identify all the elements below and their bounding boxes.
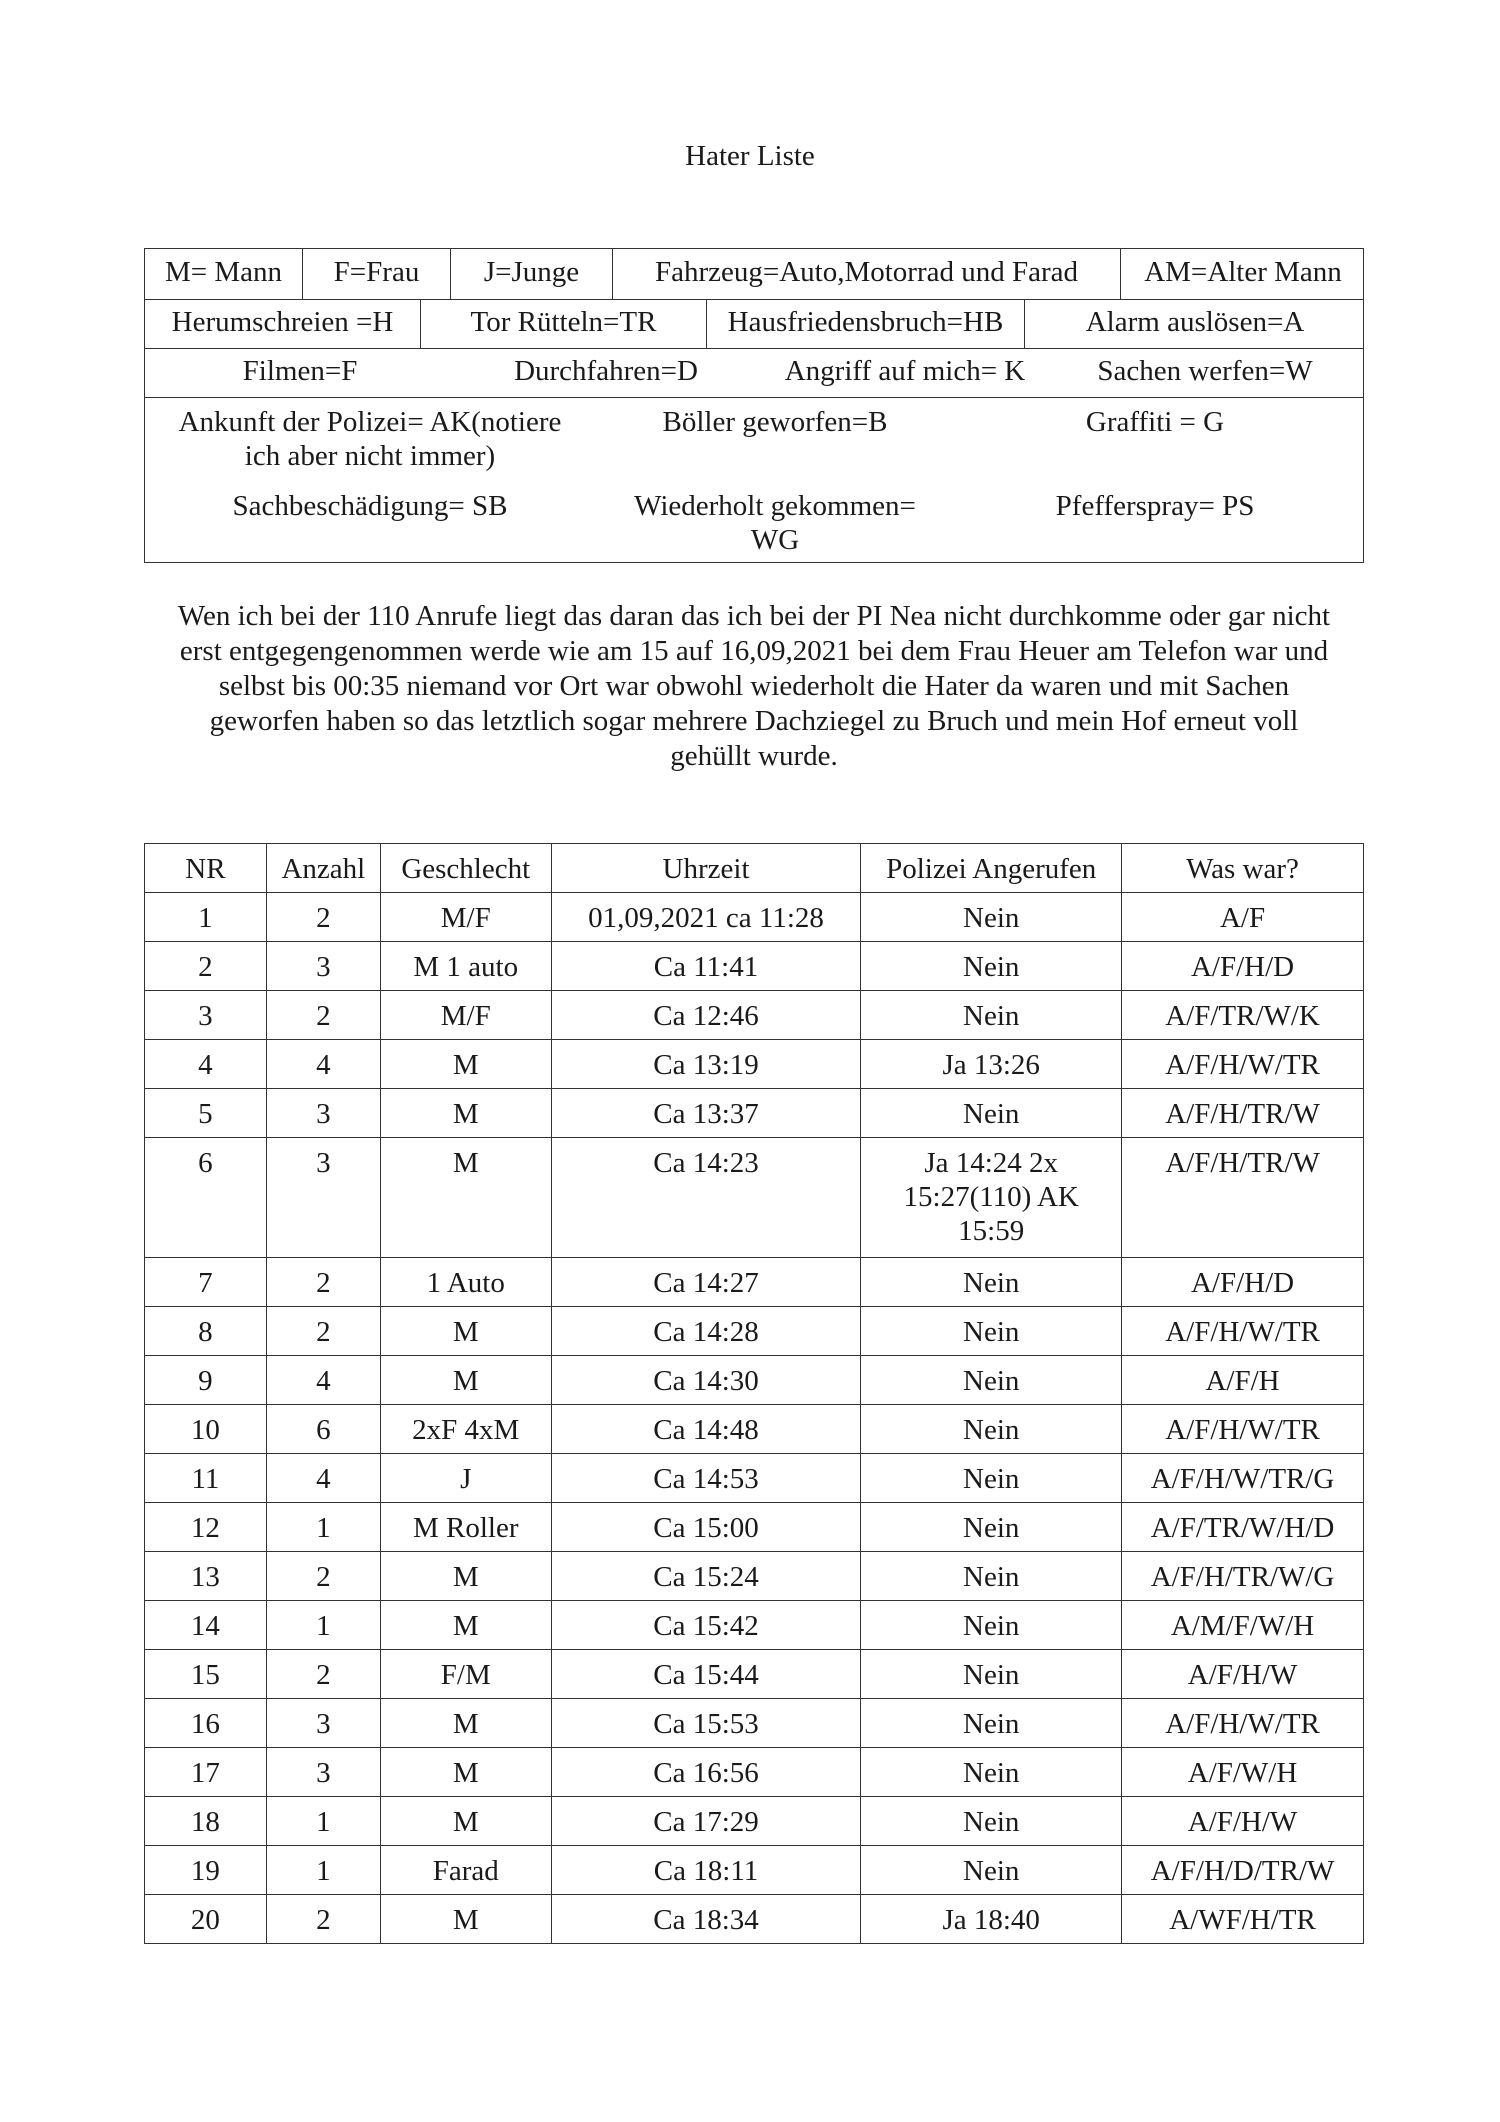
legend-item-boeller: Böller geworfen=B xyxy=(662,406,888,438)
table-row xyxy=(145,1748,1364,1797)
table-cell: M xyxy=(380,1138,551,1258)
table-cell: 2 xyxy=(266,1650,380,1699)
legend-text-line: ich aber nicht immer) xyxy=(244,440,496,472)
table-cell: M xyxy=(380,1040,551,1089)
legend-item: Fahrzeug=Auto,Motorrad und Farad xyxy=(612,249,1120,299)
paragraph-line: erst entgegengenommen werde wie am 15 auf 16,09,2021 bei dem Frau Heuer am Telefon war und xyxy=(179,635,1329,667)
table-cell: 1 xyxy=(266,1846,380,1895)
legend-item: Angriff auf mich= K xyxy=(784,355,1026,387)
table-cell: Ja 18:40 xyxy=(861,1895,1122,1944)
incident-table xyxy=(144,843,1364,1944)
table-cell: Nein xyxy=(861,1307,1122,1356)
table-cell: 18 xyxy=(145,1797,267,1846)
table-cell: 2 xyxy=(266,991,380,1040)
table-cell: 2 xyxy=(266,893,380,942)
table-cell: A/F/H/TR/W/G xyxy=(1122,1552,1364,1601)
table-cell: 2 xyxy=(266,1258,380,1307)
table-cell: Nein xyxy=(861,1089,1122,1138)
table-cell: 3 xyxy=(266,1699,380,1748)
table-cell: Ca 14:28 xyxy=(551,1307,861,1356)
table-cell: Ca 14:23 xyxy=(551,1138,861,1258)
table-cell: Ca 18:34 xyxy=(551,1895,861,1944)
table-cell: Farad xyxy=(380,1846,551,1895)
table-cell: M xyxy=(380,1307,551,1356)
table-cell: M xyxy=(380,1601,551,1650)
table-cell: 19 xyxy=(145,1846,267,1895)
legend-text-line: WG xyxy=(750,524,800,556)
table-cell: A/F/H/TR/W xyxy=(1122,1138,1364,1258)
table-cell: Ca 15:42 xyxy=(551,1601,861,1650)
column-header: Was war? xyxy=(1122,844,1364,893)
table-cell: M xyxy=(380,1552,551,1601)
table-row xyxy=(145,1138,1364,1258)
table-row xyxy=(145,1601,1364,1650)
table-cell: A/F/H/W/TR/G xyxy=(1122,1454,1364,1503)
table-cell: 7 xyxy=(145,1258,267,1307)
legend-item: Hausfriedensbruch=HB xyxy=(706,299,1024,348)
table-cell: A/F/H/TR/W xyxy=(1122,1089,1364,1138)
table-row xyxy=(145,942,1364,991)
legend-row-2 xyxy=(145,299,1363,349)
table-row xyxy=(145,991,1364,1040)
legend-row-1 xyxy=(145,249,1363,300)
legend-box xyxy=(144,248,1364,563)
table-cell: M xyxy=(380,1797,551,1846)
table-cell: Ja 13:26 xyxy=(861,1040,1122,1089)
table-cell: 16 xyxy=(145,1699,267,1748)
table-cell: A/F/H/D xyxy=(1122,1258,1364,1307)
legend-item: Sachen werfen=W xyxy=(1097,355,1313,387)
table-cell: Nein xyxy=(861,1258,1122,1307)
legend-item-sachbeschaedigung: Sachbeschädigung= SB xyxy=(232,490,508,522)
table-cell: Ca 15:44 xyxy=(551,1650,861,1699)
table-row xyxy=(145,1258,1364,1307)
table-cell: A/F/H/W/TR xyxy=(1122,1040,1364,1089)
table-cell: A/F/H/W xyxy=(1122,1650,1364,1699)
table-row xyxy=(145,1454,1364,1503)
table-cell: 3 xyxy=(266,1089,380,1138)
legend-item-graffiti: Graffiti = G xyxy=(1085,406,1225,438)
table-cell: M xyxy=(380,1699,551,1748)
table-cell: 3 xyxy=(145,991,267,1040)
table-cell: Ca 13:37 xyxy=(551,1089,861,1138)
table-row xyxy=(145,1895,1364,1944)
legend-item: Filmen=F xyxy=(242,355,358,387)
legend-item: Herumschreien =H xyxy=(171,306,394,338)
table-cell: Nein xyxy=(861,1552,1122,1601)
table-cell: A/F/TR/W/H/D xyxy=(1122,1503,1364,1552)
legend-item: Durchfahren=D xyxy=(514,355,698,387)
table-cell: 4 xyxy=(266,1040,380,1089)
table-cell: A/F xyxy=(1122,893,1364,942)
explanation-paragraph xyxy=(144,599,1364,774)
table-cell xyxy=(861,1138,1122,1258)
table-cell: A/WF/H/TR xyxy=(1122,1895,1364,1944)
table-cell: Ca 18:11 xyxy=(551,1846,861,1895)
table-cell: 1 xyxy=(145,893,267,942)
table-cell: Nein xyxy=(861,1748,1122,1797)
column-header: Anzahl xyxy=(266,844,380,893)
table-row xyxy=(145,1356,1364,1405)
table-cell: M xyxy=(380,1089,551,1138)
table-cell: 2 xyxy=(266,1895,380,1944)
table-cell: A/M/F/W/H xyxy=(1122,1601,1364,1650)
page-title: Hater Liste xyxy=(685,140,815,172)
table-cell: 6 xyxy=(145,1138,267,1258)
legend-row-4 xyxy=(145,397,1363,562)
table-cell: Ca 14:53 xyxy=(551,1454,861,1503)
table-row xyxy=(145,1797,1364,1846)
table-cell: Nein xyxy=(861,991,1122,1040)
table-cell: A/F/W/H xyxy=(1122,1748,1364,1797)
legend-item: Alarm auslösen=A xyxy=(1024,299,1365,348)
table-cell: Ca 14:27 xyxy=(551,1258,861,1307)
table-cell: 2 xyxy=(145,942,267,991)
table-cell: 8 xyxy=(145,1307,267,1356)
legend-item-wiederholt xyxy=(605,489,945,557)
table-cell: Nein xyxy=(861,1650,1122,1699)
table-cell: 2xF 4xM xyxy=(380,1405,551,1454)
table-cell: Nein xyxy=(861,893,1122,942)
column-header: Polizei Angerufen xyxy=(861,844,1122,893)
table-cell: M 1 auto xyxy=(380,942,551,991)
legend-item-pfefferspray: Pfefferspray= PS xyxy=(1055,490,1255,522)
table-cell: Ca 15:53 xyxy=(551,1699,861,1748)
table-cell: M/F xyxy=(380,991,551,1040)
table-row xyxy=(145,1650,1364,1699)
table-cell: A/F/H/W xyxy=(1122,1797,1364,1846)
paragraph-line: gehüllt wurde. xyxy=(670,740,838,772)
table-cell: Nein xyxy=(861,1601,1122,1650)
table-cell: M xyxy=(380,1895,551,1944)
table-cell: A/F/H/D xyxy=(1122,942,1364,991)
table-cell: A/F/TR/W/K xyxy=(1122,991,1364,1040)
table-cell: A/F/H/D/TR/W xyxy=(1122,1846,1364,1895)
table-row xyxy=(145,1405,1364,1454)
table-cell: 01,09,2021 ca 11:28 xyxy=(551,893,861,942)
table-cell: Nein xyxy=(861,1405,1122,1454)
table-cell: 1 xyxy=(266,1797,380,1846)
table-cell: 13 xyxy=(145,1552,267,1601)
table-cell: M/F xyxy=(380,893,551,942)
legend-text-line: Wiederholt gekommen= xyxy=(634,490,916,522)
table-cell: 15 xyxy=(145,1650,267,1699)
table-cell: 14 xyxy=(145,1601,267,1650)
table-cell: Nein xyxy=(861,1846,1122,1895)
table-cell: 17 xyxy=(145,1748,267,1797)
table-cell: 1 Auto xyxy=(380,1258,551,1307)
table-row xyxy=(145,1699,1364,1748)
table-row xyxy=(145,1040,1364,1089)
table-cell: M xyxy=(380,1748,551,1797)
table-cell: Ca 16:56 xyxy=(551,1748,861,1797)
table-cell: 4 xyxy=(266,1356,380,1405)
table-cell: Ca 14:30 xyxy=(551,1356,861,1405)
table-cell: Ca 15:00 xyxy=(551,1503,861,1552)
table-cell: Ca 12:46 xyxy=(551,991,861,1040)
paragraph-line: Wen ich bei der 110 Anrufe liegt das daran das ich bei der PI Nea nicht durchkomme oder gar nicht xyxy=(177,600,1331,632)
table-cell: 1 xyxy=(266,1503,380,1552)
legend-text-line: Ankunft der Polizei= AK(notiere xyxy=(178,406,562,438)
legend-row-3 xyxy=(145,348,1363,398)
legend-item: F=Frau xyxy=(302,249,450,299)
table-cell: Ca 11:41 xyxy=(551,942,861,991)
table-cell: Nein xyxy=(861,1454,1122,1503)
table-cell: 12 xyxy=(145,1503,267,1552)
table-cell: Ca 17:29 xyxy=(551,1797,861,1846)
legend-item: J=Junge xyxy=(450,249,612,299)
legend-item-polizei xyxy=(155,405,585,473)
table-cell: A/F/H/W/TR xyxy=(1122,1405,1364,1454)
table-row xyxy=(145,1846,1364,1895)
column-header: NR xyxy=(145,844,267,893)
paragraph-line: geworfen haben so das letztlich sogar mehrere Dachziegel zu Bruch und mein Hof erneut voll xyxy=(209,705,1299,737)
table-cell: 4 xyxy=(145,1040,267,1089)
table-cell: M Roller xyxy=(380,1503,551,1552)
table-row xyxy=(145,1552,1364,1601)
column-header: Uhrzeit xyxy=(551,844,861,893)
table-cell: 10 xyxy=(145,1405,267,1454)
table-cell: 2 xyxy=(266,1552,380,1601)
table-cell: 6 xyxy=(266,1405,380,1454)
table-row xyxy=(145,893,1364,942)
table-cell: Nein xyxy=(861,942,1122,991)
legend-item: Tor Rütteln=TR xyxy=(420,299,706,348)
legend-item: AM=Alter Mann xyxy=(1120,249,1365,299)
cell-line: 15:27(110) AK xyxy=(903,1181,1079,1213)
cell-line: 15:59 xyxy=(958,1215,1025,1247)
table-cell: Ca 13:19 xyxy=(551,1040,861,1089)
table-cell: Nein xyxy=(861,1797,1122,1846)
table-cell: Ca 15:24 xyxy=(551,1552,861,1601)
table-header-row xyxy=(145,844,1364,893)
table-cell: A/F/H/W/TR xyxy=(1122,1307,1364,1356)
table-cell: A/F/H xyxy=(1122,1356,1364,1405)
table-cell: 1 xyxy=(266,1601,380,1650)
table-cell: 3 xyxy=(266,1748,380,1797)
table-cell: 4 xyxy=(266,1454,380,1503)
table-cell: 11 xyxy=(145,1454,267,1503)
table-cell: 3 xyxy=(266,942,380,991)
table-cell: Nein xyxy=(861,1699,1122,1748)
table-cell: 2 xyxy=(266,1307,380,1356)
table-cell: Ca 14:48 xyxy=(551,1405,861,1454)
paragraph-line: selbst bis 00:35 niemand vor Ort war obwohl wiederholt die Hater da waren und mit Sachen xyxy=(218,670,1290,702)
table-cell: 20 xyxy=(145,1895,267,1944)
table-cell: M xyxy=(380,1356,551,1405)
table-row xyxy=(145,1307,1364,1356)
legend-item: M= Mann xyxy=(164,256,283,288)
table-cell: 9 xyxy=(145,1356,267,1405)
table-cell: Nein xyxy=(861,1356,1122,1405)
table-row xyxy=(145,1503,1364,1552)
table-cell: J xyxy=(380,1454,551,1503)
table-row xyxy=(145,1089,1364,1138)
table-cell: 3 xyxy=(266,1138,380,1258)
table-cell: F/M xyxy=(380,1650,551,1699)
column-header: Geschlecht xyxy=(380,844,551,893)
table-cell: Nein xyxy=(861,1503,1122,1552)
table-cell: 5 xyxy=(145,1089,267,1138)
cell-line: Ja 14:24 2x xyxy=(924,1147,1059,1179)
table-cell: A/F/H/W/TR xyxy=(1122,1699,1364,1748)
